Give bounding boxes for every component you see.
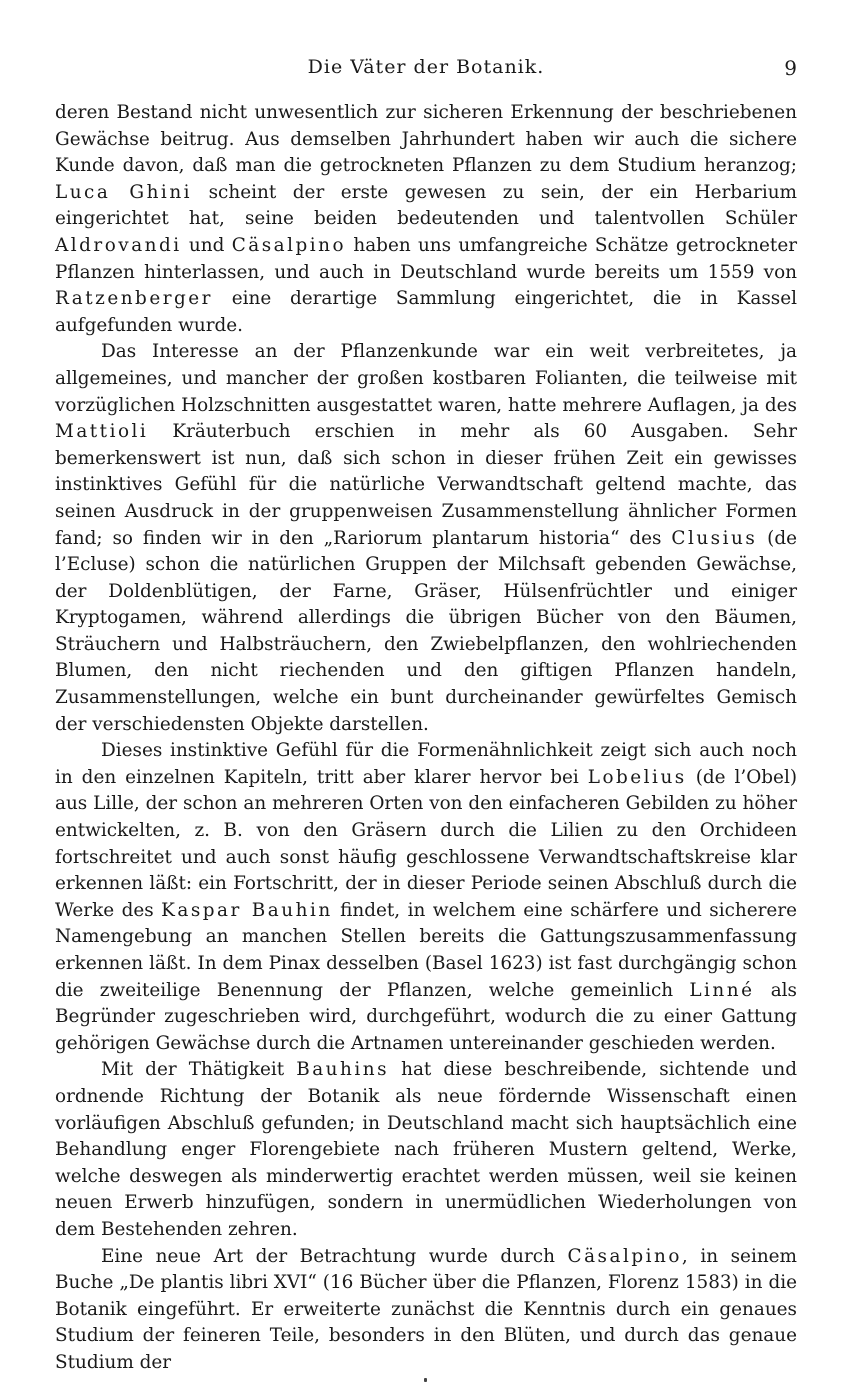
spaced-name: Ratzenberger bbox=[55, 288, 213, 310]
text-segment: Mit der Thätigkeit bbox=[101, 1059, 297, 1081]
text-segment: haben uns umfangreiche Schätze getrockneter Pflanzen hinterlassen, und auch in Deutschland wurde bereits um 1559 von bbox=[55, 234, 797, 283]
text-segment: Dieses instinktive Gefühl für die Formenähnlichkeit zeigt sich auch noch in den einzelnen Kapiteln, tritt aber klarer hervor bei bbox=[55, 740, 797, 788]
text-segment: findet, in welchem eine schärfere und sicherere Namengebung an manchen Stellen bereits die Gattungszusammenfassung erkennen läßt. In dem Pinax desselben (Basel 1623) ist fast durchgängig schon die zweiteilige Benennung der Pflanzen, welche gemeinlich bbox=[55, 899, 797, 1001]
text-segment: (de l’Obel) aus Lille, der schon an mehreren Orten von den einfacheren Gebilden zu höher entwickelten, z. B. von den Gräsern durch die Lilien zu den Orchideen fortschreitet und auch sonst häufig geschlossene Verwandtschaftskreise klar erkennen läßt: ein Fortschritt, der in dieser Periode seinen Abschluß durch die Werke des bbox=[55, 766, 798, 921]
text-segment: (de l’Ecluse) schon die natürlichen Gruppen der Milchsaft gebenden Gewächse, der Doldenblütigen, der Farne, Gräser, Hülsenfrüchtler und einiger Kryptogamen, während allerdings die übrigen Bücher von den Bäumen, Sträuchern und Halbsträuchern, den Zwiebelpflanzen, den wohlriechenden Blumen, den nicht riechenden und den giftigen Pflanzen handeln, Zusammenstellungen, welche ein bunt durcheinander gewürfeltes Gemisch der verschiedensten Objekte darstellen. bbox=[55, 527, 797, 735]
spaced-name: Lobelius bbox=[587, 766, 687, 788]
text-segment: deren Bestand nicht unwesentlich zur sicheren Erkennung der beschriebenen Gewächse beitrug. Aus demselben Jahrhundert haben wir auch die sichere Kunde davon, daß man die getrockneten Pflanzen zu dem Studium heranzog; bbox=[55, 102, 797, 177]
spaced-name: Kaspar Bauhin bbox=[161, 899, 333, 921]
paragraph bbox=[55, 1244, 797, 1377]
paragraph bbox=[55, 339, 797, 738]
spaced-name: Cäsalpino bbox=[567, 1245, 682, 1267]
footer-mark bbox=[424, 1378, 427, 1382]
spaced-name: Linné bbox=[689, 979, 755, 1001]
spaced-name: Mattioli bbox=[55, 421, 149, 443]
text-segment: und bbox=[181, 234, 232, 256]
text-segment: eine derartige Sammlung eingerichtet, die in Kassel aufgefunden wurde. bbox=[55, 288, 797, 336]
spaced-name: Clusius bbox=[671, 527, 758, 549]
page-number: 9 bbox=[784, 56, 797, 80]
text-segment: Eine neue Art der Betrachtung wurde durch bbox=[101, 1245, 568, 1267]
text-segment: als Begründer zugeschrieben wird, durchgeführt, wodurch die zu einer Gattung gehörigen Gewächse durch die Artnamen untereinander geschieden werden. bbox=[55, 979, 797, 1054]
running-title: Die Väter der Botanik. bbox=[307, 56, 545, 78]
text-segment: scheint der erste gewesen zu sein, der ein Herbarium eingerichtet hat, seine beiden bedeutenden und talentvollen Schüler bbox=[55, 181, 797, 230]
text-segment: Kräuterbuch erschien in mehr als 60 Ausgaben. Sehr bemerkenswert ist nun, daß sich schon in dieser frühen Zeit ein gewisses instinktives Gefühl für die natürliche Verwandtschaft geltend machte, das seinen Ausdruck in der gruppenweisen Zusammenstellung ähnlicher Formen fand; so finden wir in den „Rariorum plantarum historia“ des bbox=[55, 421, 797, 549]
spaced-name: Cäsalpino bbox=[231, 234, 347, 256]
spaced-name: Aldrovandi bbox=[55, 234, 182, 256]
spaced-name: Bauhins bbox=[296, 1059, 390, 1081]
paragraph bbox=[55, 1057, 797, 1243]
text-segment: , in seinem Buche „De plantis libri XVI“ (16 Bücher über die Pflanzen, Florenz 1583) in die Botanik eingeführt. Er erweiterte zunächst die Kenntnis durch ein genaues Studium der feineren Teile, besonders in den Blüten, und durch das genaue Studium der bbox=[55, 1245, 797, 1373]
paragraph bbox=[55, 738, 797, 1057]
text-segment: hat diese beschreibende, sichtende und ordnende Richtung der Botanik als neue fördernde Wissenschaft einen vorläufigen Abschluß gefunden; in Deutschland macht sich hauptsächlich eine Behandlung enger Florengebiete nach früheren Mustern geltend, Werke, welche deswegen als minderwertig erachtet werden müssen, weil sie keinen neuen Erwerb hinzufügen, sondern in unermüdlichen Wiederholungen von dem Bestehenden zehren. bbox=[55, 1059, 797, 1240]
text-segment: Das Interesse an der Pflanzenkunde war ein weit verbreitetes, ja allgemeines, und mancher der großen kostbaren Folianten, die teilweise mit vorzüglichen Holzschnitten ausgestattet waren, hatte mehrere Auflagen, ja des bbox=[55, 341, 797, 416]
body-text bbox=[55, 100, 797, 1377]
paragraph bbox=[55, 100, 797, 339]
page-header bbox=[55, 56, 797, 84]
spaced-name: Luca Ghini bbox=[55, 181, 193, 203]
